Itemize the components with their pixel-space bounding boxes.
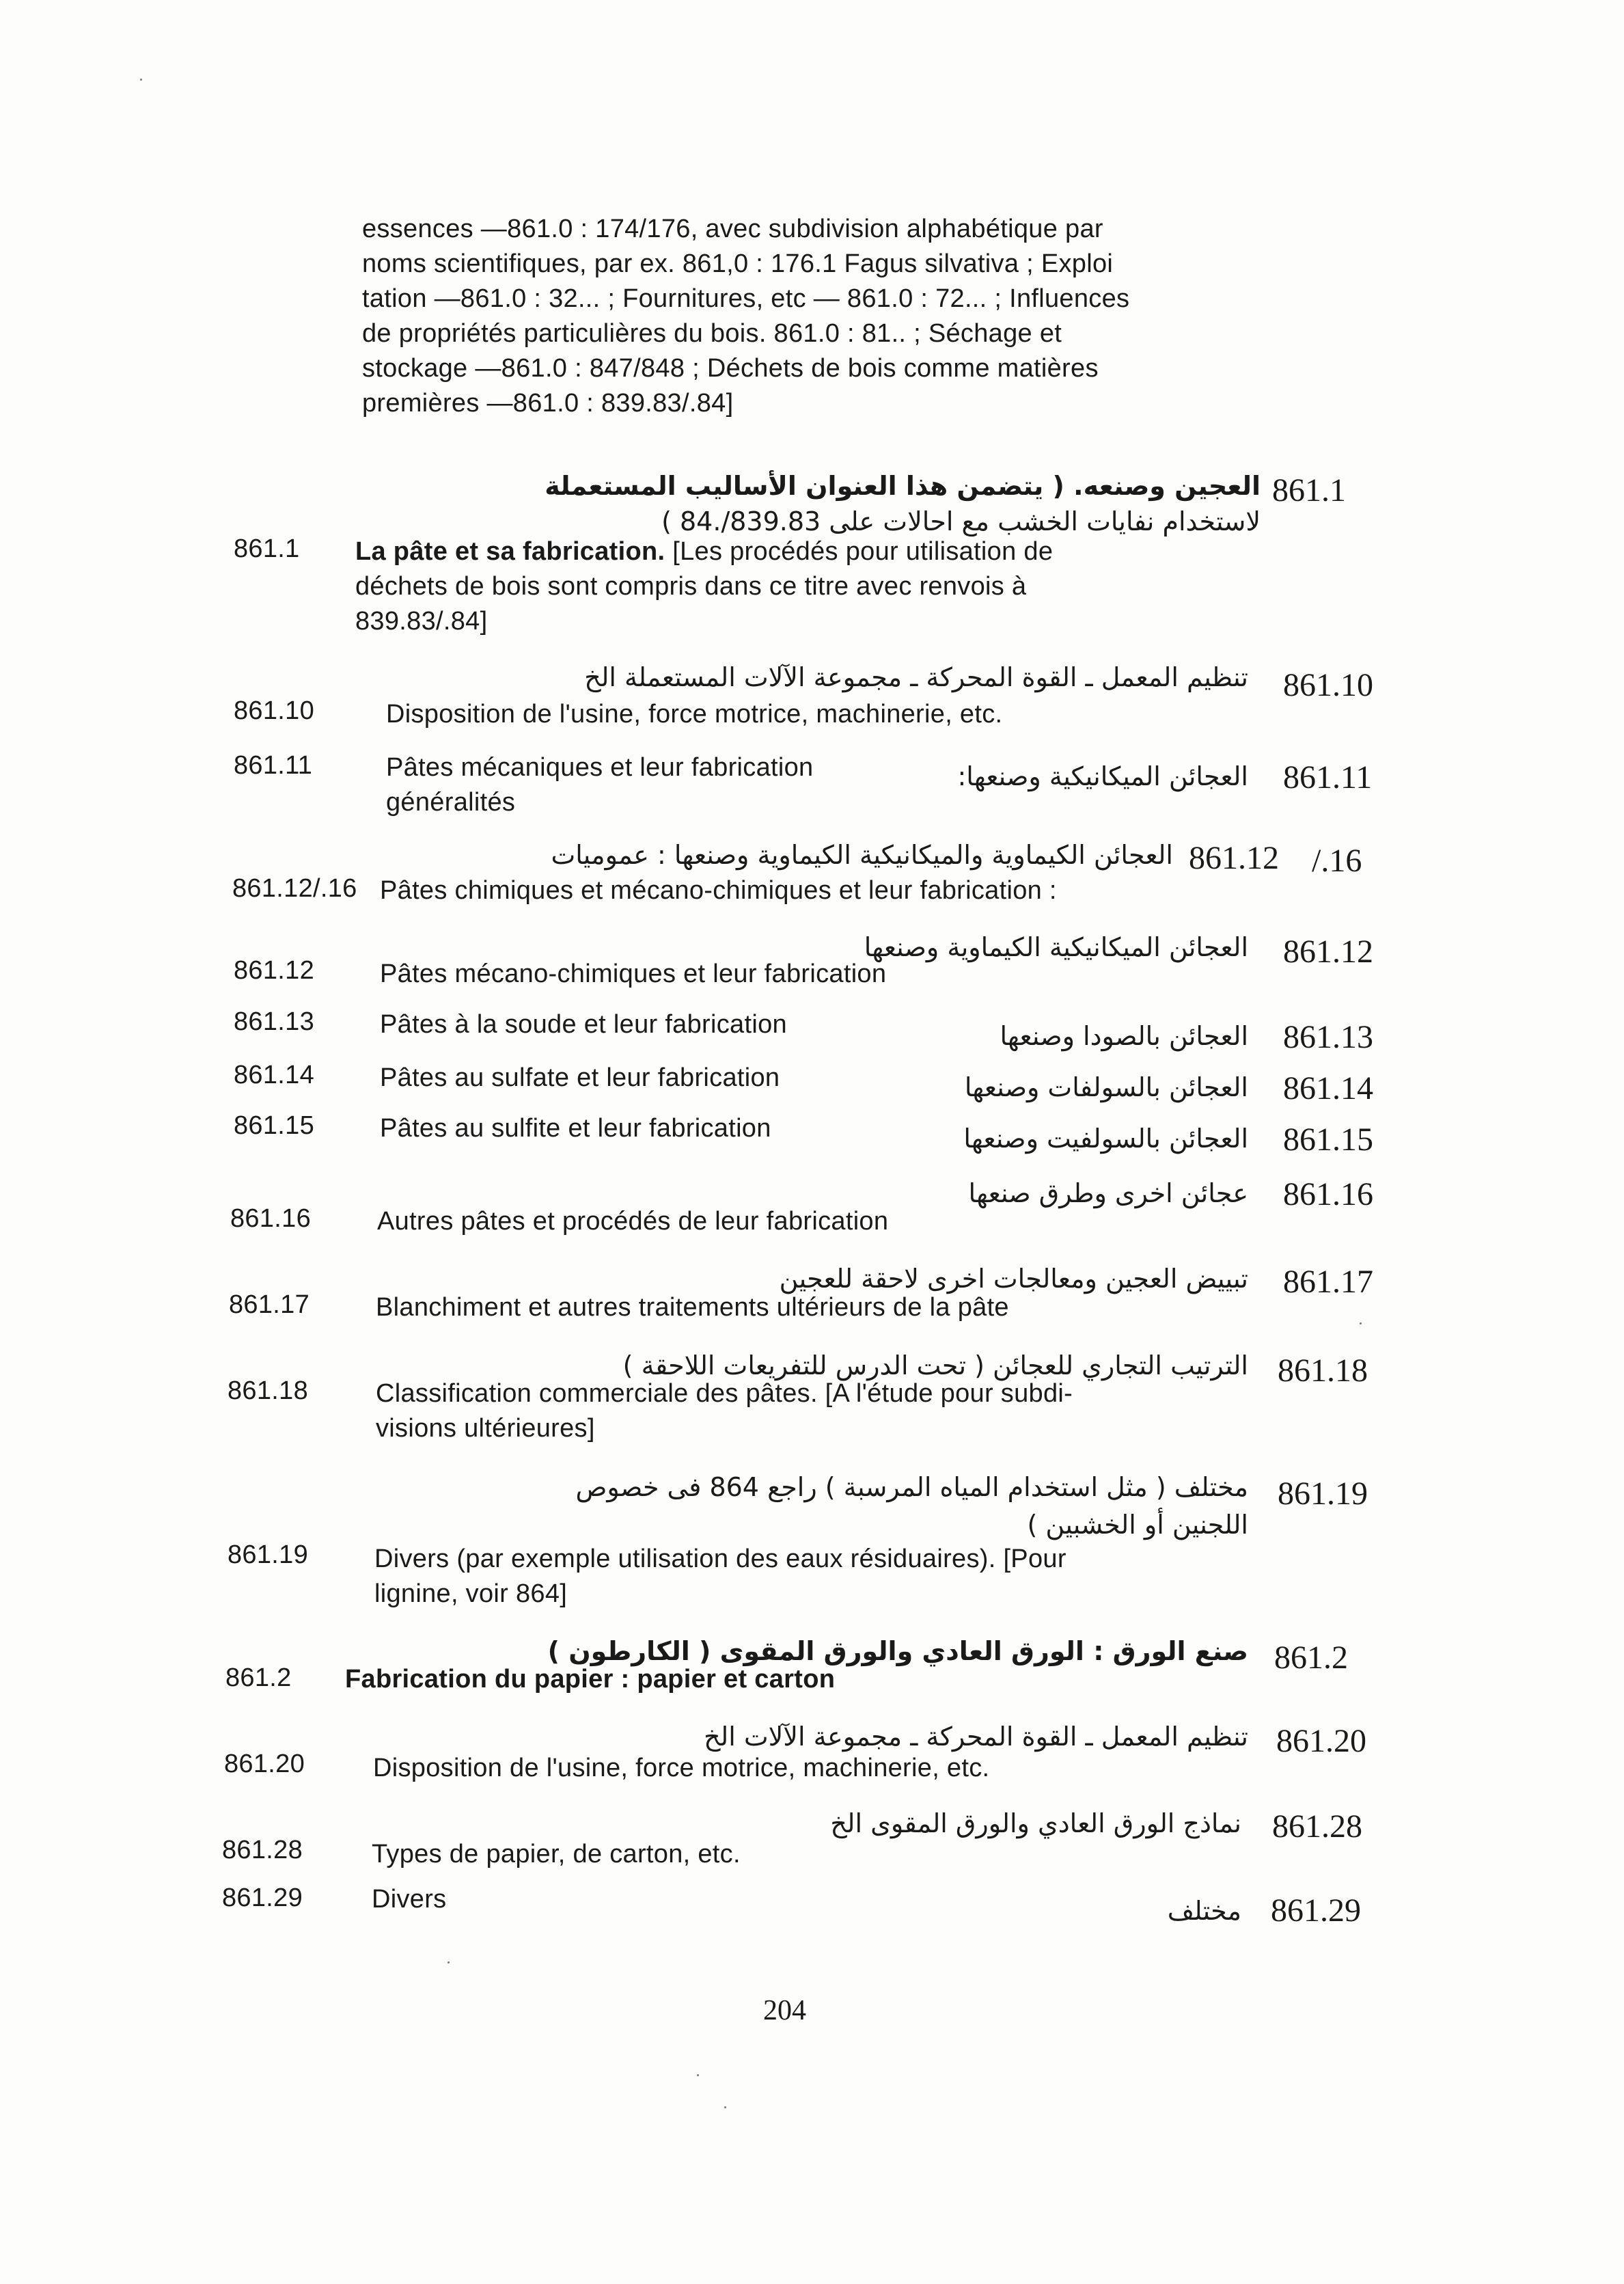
fr-number-861-17: 861.17 — [229, 1290, 310, 1319]
fr-number-861-13: 861.13 — [234, 1007, 315, 1036]
ar-number-861-29: 861.29 — [1271, 1892, 1361, 1929]
ar-entry-861-12-16: العجائن الكيماوية والميكانيكية الكيماوية وصنعها : عموميات — [551, 840, 1173, 870]
intro-line: premières —861.0 : 839.83/.84] — [362, 389, 734, 418]
ar-entry-861-15: العجائن بالسولفيت وصنعها — [963, 1124, 1248, 1154]
fr-entry-861-18: Classification commerciale des pâtes. [A l'étude pour subdi- — [376, 1379, 1073, 1408]
fr-number-861-2: 861.2 — [225, 1663, 292, 1692]
ar-number-861-16: 861.16 — [1283, 1176, 1373, 1212]
ar-number-861-19: 861.19 — [1278, 1476, 1368, 1512]
intro-paragraph — [362, 212, 1202, 421]
ar-entry-861-17: تبييض العجين ومعالجات اخرى لاحقة للعجين — [779, 1264, 1248, 1294]
ar-line-861-1b: لاستخدام نفايات الخشب مع احالات على 839.83/.84 ) — [661, 506, 1261, 536]
fr-number-861-19: 861.19 — [228, 1540, 309, 1569]
ar-number-861-10: 861.10 — [1283, 667, 1373, 703]
ar-entry-861-19: مختلف ( مثل استخدام المياه المرسبة ) راجع 864 فى خصوص — [575, 1472, 1248, 1502]
ar-entry-861-13: العجائن بالصودا وصنعها — [1000, 1021, 1248, 1051]
ar-heading-861-1: العجين وصنعه. ( يتضمن هذا العنوان الأساليب المستعملة — [545, 471, 1261, 501]
ar-entry-861-20: تنظيم المعمل ـ القوة المحركة ـ مجموعة الآلات الخ — [704, 1722, 1248, 1752]
fr-heading-861-2: Fabrication du papier : papier et carton — [345, 1665, 836, 1694]
fr-entry-861-29: Divers — [372, 1885, 447, 1914]
fr-entry-861-19: Divers (par exemple utilisation des eaux résiduaires). [Pour — [374, 1545, 1066, 1573]
fr-entry-861-17: Blanchiment et autres traitements ultérieurs de la pâte — [376, 1293, 1009, 1322]
fr-number-861-12-16: 861.12/.16 — [232, 874, 357, 903]
ar-number-861-12: 861.12 — [1283, 934, 1373, 970]
intro-line: noms scientifiques, par ex. 861,0 : 176.1 Fagus silvativa ; Exploi — [362, 249, 1114, 278]
intro-line: stockage —861.0 : 847/848 ; Déchets de bois comme matières — [362, 354, 1099, 383]
scan-speck — [724, 2106, 726, 2108]
fr-entry-861-20: Disposition de l'usine, force motrice, machinerie, etc. — [373, 1754, 990, 1782]
ar-entry-861-12: العجائن الميكانيكية الكيماوية وصنعها — [864, 932, 1248, 962]
intro-line: essences —861.0 : 174/176, avec subdivision alphabétique par — [362, 215, 1103, 243]
ar-entry-861-16: عجائن اخرى وطرق صنعها — [968, 1178, 1248, 1208]
fr-heading-861-1 — [355, 534, 1053, 569]
fr-entry-861-14: Pâtes au sulfate et leur fabrication — [380, 1063, 780, 1092]
fr-entry-861-19b: lignine, voir 864] — [374, 1579, 568, 1608]
scan-speck — [697, 2074, 699, 2076]
fr-number-861-10: 861.10 — [234, 696, 315, 725]
fr-line-861-1c: 839.83/.84] — [355, 607, 488, 636]
scan-speck — [1360, 1322, 1362, 1324]
ar-number-861-14: 861.14 — [1283, 1070, 1373, 1106]
fr-number-861-18: 861.18 — [228, 1376, 309, 1405]
fr-number-861-29: 861.29 — [222, 1884, 303, 1912]
ar-heading-861-2: صنع الورق : الورق العادي والورق المقوى ( الكارطون ) — [547, 1636, 1248, 1666]
ar-number-861-1: 861.1 — [1272, 472, 1346, 508]
ar-entry-861-28: نماذج الورق العادي والورق المقوى الخ — [830, 1808, 1241, 1838]
fr-number-861-20: 861.20 — [224, 1750, 305, 1778]
ar-number-861-2: 861.2 — [1274, 1640, 1348, 1676]
fr-entry-861-16: Autres pâtes et procédés de leur fabrication — [377, 1207, 889, 1236]
page-number: 204 — [763, 1995, 806, 2026]
fr-number-861-16: 861.16 — [230, 1204, 312, 1233]
fr-entry-861-15: Pâtes au sulfite et leur fabrication — [380, 1114, 771, 1143]
ar-entry-861-11: العجائن الميكانيكية وصنعها: — [957, 761, 1248, 791]
fr-number-861-1: 861.1 — [234, 534, 300, 563]
fr-entry-861-11b: généralités — [386, 788, 516, 817]
ar-number-861-11: 861.11 — [1283, 759, 1373, 796]
ar-number-861-18: 861.18 — [1278, 1352, 1368, 1389]
fr-entry-861-10: Disposition de l'usine, force motrice, machinerie, etc. — [386, 700, 1003, 729]
fr-number-861-12: 861.12 — [234, 956, 315, 985]
ar-number-861-15: 861.15 — [1283, 1121, 1373, 1158]
fr-number-861-15: 861.15 — [234, 1111, 315, 1140]
fr-entry-861-13: Pâtes à la soude et leur fabrication — [380, 1010, 787, 1039]
scan-speck — [448, 1961, 450, 1963]
fr-entry-861-12-16: Pâtes chimiques et mécano-chimiques et leur fabrication : — [380, 876, 1057, 905]
ar-number-861-12a: 861.12 — [1189, 840, 1279, 876]
ar-number-861-13: 861.13 — [1283, 1019, 1373, 1055]
fr-heading-rest: [Les procédés pour utilisation de — [672, 537, 1054, 566]
fr-entry-861-28: Types de papier, de carton, etc. — [372, 1840, 741, 1868]
ar-entry-861-19b: اللجنين أو الخشبين ) — [1027, 1510, 1248, 1540]
fr-entry-861-18b: visions ultérieures] — [376, 1414, 595, 1443]
fr-number-861-28: 861.28 — [222, 1836, 303, 1864]
ar-number-861-17: 861.17 — [1283, 1264, 1373, 1300]
scan-speck — [140, 79, 142, 81]
intro-line: de propriétés particulières du bois. 861.0 : 81.. ; Séchage et — [362, 319, 1062, 348]
ar-entry-861-29: مختلف — [1167, 1896, 1241, 1926]
fr-entry-861-12: Pâtes mécano-chimiques et leur fabrication — [380, 960, 887, 988]
fr-entry-861-11: Pâtes mécaniques et leur fabrication — [386, 753, 814, 782]
ar-number-861-20: 861.20 — [1276, 1723, 1366, 1759]
ar-number-16: /.16 — [1312, 843, 1362, 879]
fr-heading-bold: La pâte et sa fabrication. — [355, 537, 665, 566]
ar-entry-861-14: العجائن بالسولفات وصنعها — [964, 1072, 1248, 1102]
ar-entry-861-10: تنظيم المعمل ـ القوة المحركة ـ مجموعة الآلات المستعملة الخ — [584, 662, 1248, 692]
fr-number-861-14: 861.14 — [234, 1061, 315, 1089]
fr-number-861-11: 861.11 — [234, 751, 313, 780]
intro-line: tation —861.0 : 32... ; Fournitures, etc — 861.0 : 72... ; Influences — [362, 284, 1130, 313]
ar-number-861-28: 861.28 — [1272, 1808, 1362, 1845]
ar-entry-861-18: الترتيب التجاري للعجائن ( تحت الدرس للتفريعات اللاحقة ) — [622, 1350, 1248, 1381]
fr-line-861-1b: déchets de bois sont compris dans ce titre avec renvois à — [355, 572, 1027, 601]
